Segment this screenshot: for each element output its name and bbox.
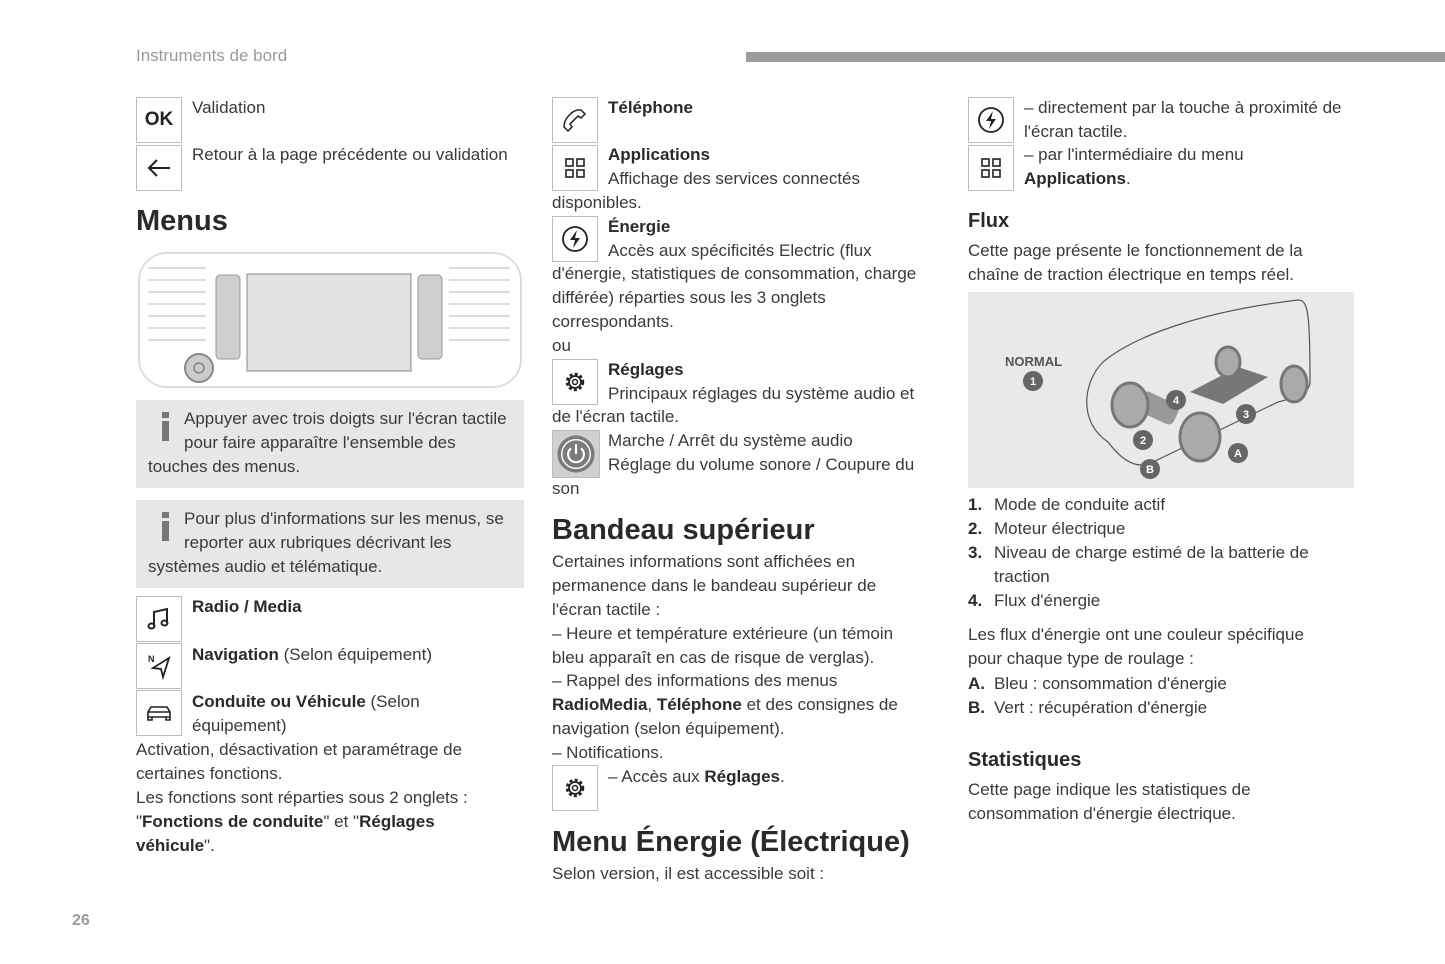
statistics-heading: Statistiques — [968, 749, 1082, 771]
navigation-icon — [136, 643, 182, 689]
access-direct-text: – directement par la touche à proximité de l'écran tactile. — [1024, 98, 1342, 141]
list-item: A. Bleu : consommation d'énergie — [968, 674, 1227, 693]
applications-text: Affichage des services connectés — [608, 169, 860, 188]
info-text: Appuyer avec trois doigts sur l'écran tactile pour faire apparaître l'ensemble des touches des menus. — [148, 409, 507, 476]
list-item: B. Vert : récupération d'énergie — [968, 698, 1208, 717]
info-box-three-fingers — [136, 400, 524, 488]
back-arrow-icon — [136, 145, 182, 191]
energy-text: Accès aux spécificités Electric (flux — [608, 241, 872, 260]
energy-menu-text: Selon version, il est accessible soit : — [552, 864, 825, 883]
flows-paragraph: Les flux d'énergie ont une couleur spécifique pour chaque type de roulage : — [968, 625, 1304, 668]
volume-text-cont: son — [552, 479, 580, 498]
marker-a: A — [1234, 448, 1242, 460]
drive-mode-label: NORMAL — [1005, 354, 1063, 369]
info-icon — [160, 512, 170, 540]
flow-colors-list — [968, 672, 1338, 720]
settings-gear-icon — [552, 765, 598, 811]
car-icon — [136, 690, 182, 736]
diagram-legend-list — [968, 493, 1338, 613]
applications-label: Applications — [608, 145, 711, 164]
music-note-icon — [136, 596, 182, 642]
list-item: 3. Niveau de charge estimé de la batterie de traction — [968, 543, 1309, 586]
banner-item-menus: – Rappel des informations des menus RadioMedia, Téléphone et des consignes de navigation (selon équipement). — [552, 671, 898, 738]
list-item: 4. Flux d'énergie — [968, 591, 1101, 610]
applications-grid-icon — [552, 145, 598, 191]
energy-text-cont: d'énergie, statistiques de consommation, charge différée) réparties sous les 3 onglets correspondants. — [552, 264, 917, 331]
marker-3: 3 — [1242, 409, 1250, 421]
banner-paragraph: Certaines informations sont affichées en permanence dans le bandeau supérieur de l'écran tactile : — [552, 552, 877, 619]
list-item: 1. Mode de conduite actif — [968, 495, 1166, 514]
settings-access-text: – Accès aux Réglages. — [608, 767, 785, 786]
flux-paragraph: Cette page présente le fonctionnement de la chaîne de traction électrique en temps réel. — [968, 241, 1303, 284]
power-text: Marche / Arrêt du système audio — [608, 431, 853, 450]
statistics-paragraph: Cette page indique les statistiques de consommation d'énergie électrique. — [968, 780, 1251, 823]
energy-label: Énergie — [608, 217, 671, 236]
marker-b: B — [1146, 464, 1154, 476]
marker-2: 2 — [1139, 435, 1147, 447]
list-item: 2. Moteur électrique — [968, 519, 1126, 538]
settings-text-cont: de l'écran tactile. — [552, 407, 680, 426]
touchscreen-illustration — [136, 250, 524, 390]
access-menu-text: – par l'intermédiaire du menu Applications. — [1024, 145, 1244, 188]
driving-vehicle-label: Conduite ou Véhicule — [192, 692, 366, 711]
energy-icon — [968, 97, 1014, 143]
power-button-icon — [552, 430, 600, 478]
info-box-more-info — [136, 500, 524, 588]
validation-text: Validation — [192, 98, 266, 117]
applications-grid-icon — [968, 145, 1014, 191]
info-icon — [160, 412, 170, 440]
or-text: ou — [552, 336, 571, 355]
energy-icon — [552, 216, 598, 262]
marker-4: 4 — [1172, 395, 1180, 407]
driving-vehicle-note: (Selon équipement) — [192, 692, 420, 735]
settings-gear-icon — [552, 359, 598, 405]
volume-text: Réglage du volume sonore / Coupure du — [608, 455, 915, 474]
banner-item-notifications: – Notifications. — [552, 743, 664, 762]
menus-heading: Menus — [136, 205, 228, 237]
settings-label: Réglages — [608, 360, 684, 379]
header-bar — [746, 52, 1445, 62]
svg-text:N: N — [148, 654, 155, 664]
section-title: Instruments de bord — [136, 46, 288, 65]
driving-tabs-text: Les fonctions sont réparties sous 2 onglets : "Fonctions de conduite" et "Réglages véhicule". — [136, 788, 468, 855]
info-text: Pour plus d'informations sur les menus, se reporter aux rubriques décrivant les systèmes audio et télématique. — [148, 509, 504, 576]
settings-text: Principaux réglages du système audio et — [608, 384, 915, 403]
radio-media-label: Radio / Media — [192, 597, 302, 616]
page-number: 26 — [72, 912, 90, 929]
navigation-note: (Selon équipement) — [278, 645, 432, 664]
banner-item-time: – Heure et température extérieure (un témoin bleu apparaît en cas de risque de verglas). — [552, 624, 894, 667]
flux-heading: Flux — [968, 210, 1010, 232]
banner-heading: Bandeau supérieur — [552, 514, 815, 546]
applications-text-cont: disponibles. — [552, 193, 642, 212]
energy-flow-diagram — [968, 292, 1354, 488]
phone-icon — [552, 97, 598, 143]
driving-description: Activation, désactivation et paramétrage de certaines fonctions. — [136, 740, 463, 783]
navigation-label: Navigation — [192, 645, 279, 664]
energy-menu-heading: Menu Énergie (Électrique) — [552, 826, 910, 858]
marker-1: 1 — [1029, 376, 1037, 388]
ok-icon: OK — [136, 97, 182, 143]
back-text: Retour à la page précédente ou validation — [192, 145, 508, 164]
phone-label: Téléphone — [608, 98, 694, 117]
